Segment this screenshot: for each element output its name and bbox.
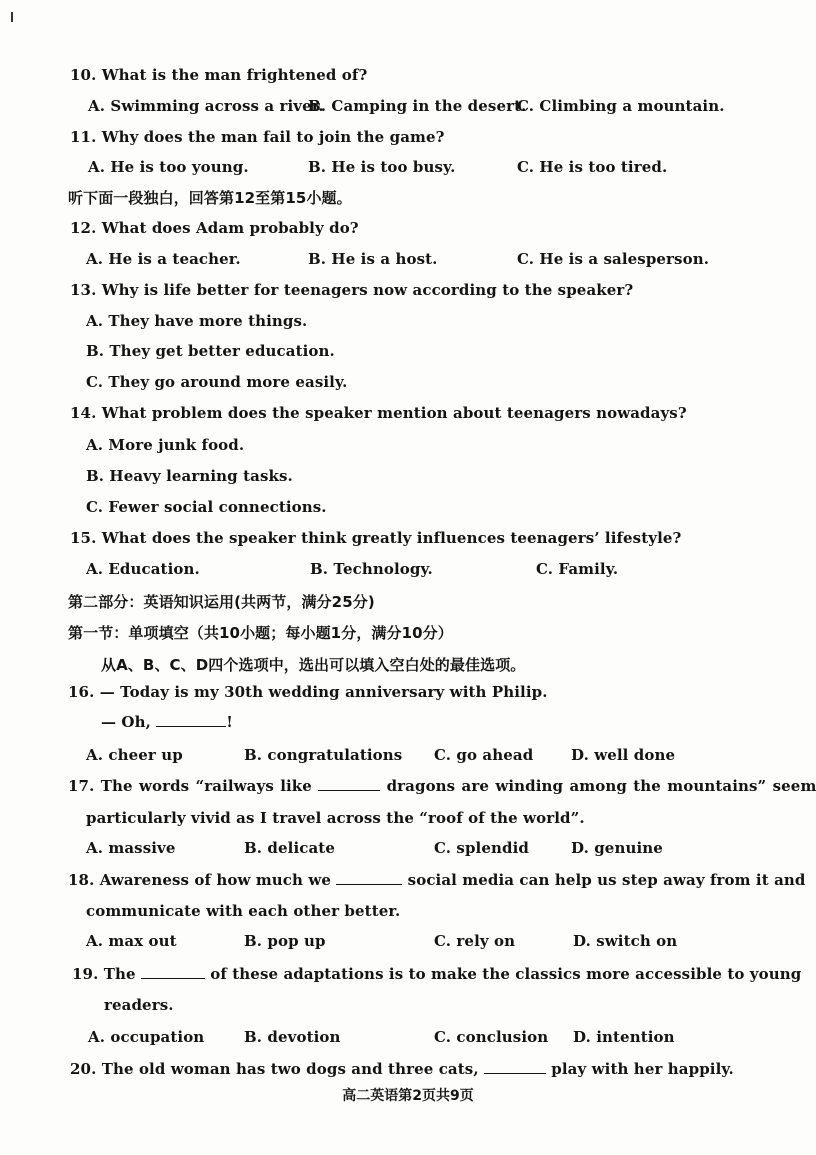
question-19-option-d: D. intention [573, 1028, 675, 1046]
question-18-stem-pre: 18. Awareness of how much we [68, 871, 332, 889]
answer-blank [336, 872, 402, 885]
question-12-stem: 12. What does Adam probably do? [70, 219, 359, 237]
question-10-option-c: C. Climbing a mountain. [517, 97, 725, 115]
question-19-option-c: C. conclusion [434, 1028, 549, 1046]
question-19-stem-post: of these adaptations is to make the classics more accessible to young [210, 965, 802, 983]
question-17-stem-line2: particularly vivid as I travel across the “roof of the world”. [86, 809, 585, 827]
question-14-option-c: C. Fewer social connections. [86, 498, 327, 516]
question-16-reply [101, 713, 233, 731]
question-12-option-a: A. He is a teacher. [86, 250, 241, 268]
answer-blank [484, 1061, 546, 1074]
question-17-option-d: D. genuine [571, 839, 663, 857]
question-18-stem-post: social media can help us step away from it and [407, 871, 806, 889]
question-12-option-b: B. He is a host. [308, 250, 438, 268]
question-20-stem-post: play with her happily. [551, 1060, 734, 1078]
page-footer: 高二英语第2页共9页 [342, 1088, 474, 1104]
question-16-reply-prefix: — Oh, [101, 713, 151, 731]
question-16-option-d: D. well done [571, 746, 676, 764]
question-16-option-b: B. congratulations [244, 746, 403, 764]
question-15-option-a: A. Education. [86, 560, 200, 578]
answer-blank [141, 966, 205, 979]
question-18-option-c: C. rely on [434, 932, 516, 950]
section-1-title: 第一节：单项填空（共10小题；每小题1分，满分10分） [68, 624, 453, 642]
question-18-stem-line2: communicate with each other better. [86, 902, 401, 920]
question-20-stem [70, 1060, 734, 1078]
section-1-instruction: 从A、B、C、D四个选项中，选出可以填入空白处的最佳选项。 [101, 656, 526, 674]
scan-mark [11, 12, 13, 22]
question-10-option-a: A. Swimming across a river. [88, 97, 324, 115]
question-13-option-c: C. They go around more easily. [86, 373, 348, 391]
question-18-option-a: A. max out [86, 932, 177, 950]
question-19-stem [72, 965, 801, 983]
question-10-option-b: B. Camping in the desert. [308, 97, 527, 115]
question-16-stem: 16. — Today is my 30th wedding anniversary with Philip. [68, 683, 548, 701]
question-10-stem: 10. What is the man frightened of? [70, 66, 368, 84]
question-16-option-c: C. go ahead [434, 746, 534, 764]
question-13-option-a: A. They have more things. [86, 312, 308, 330]
question-19-stem-line2: readers. [104, 996, 174, 1014]
question-17-stem-pre: 17. The words “railways like [68, 777, 312, 795]
question-14-option-b: B. Heavy learning tasks. [86, 467, 293, 485]
question-11-option-a: A. He is too young. [88, 158, 249, 176]
question-11-stem: 11. Why does the man fail to join the game? [70, 128, 445, 146]
monologue-instruction: 听下面一段独白，回答第12至第15小题。 [68, 189, 352, 207]
question-19-option-a: A. occupation [88, 1028, 205, 1046]
question-14-stem: 14. What problem does the speaker mention about teenagers nowadays? [70, 404, 687, 422]
question-16-option-a: A. cheer up [86, 746, 183, 764]
question-17-option-a: A. massive [86, 839, 176, 857]
question-18-stem [68, 871, 805, 889]
question-17-option-c: C. splendid [434, 839, 529, 857]
question-13-stem: 13. Why is life better for teenagers now according to the speaker? [70, 281, 634, 299]
answer-blank [156, 714, 226, 727]
question-20-stem-pre: 20. The old woman has two dogs and three cats, [70, 1060, 479, 1078]
question-11-option-c: C. He is too tired. [517, 158, 668, 176]
question-13-option-b: B. They get better education. [86, 342, 335, 360]
question-16-reply-suffix: ! [226, 713, 233, 731]
question-17-option-b: B. delicate [244, 839, 335, 857]
question-12-option-c: C. He is a salesperson. [517, 250, 710, 268]
question-15-option-b: B. Technology. [310, 560, 433, 578]
question-11-option-b: B. He is too busy. [308, 158, 456, 176]
question-18-option-d: D. switch on [573, 932, 678, 950]
question-19-stem-pre: 19. The [72, 965, 136, 983]
question-18-option-b: B. pop up [244, 932, 326, 950]
part-2-title: 第二部分：英语知识运用(共两节，满分25分) [68, 593, 375, 611]
question-15-stem: 15. What does the speaker think greatly influences teenagers’ lifestyle? [70, 529, 682, 547]
question-19-option-b: B. devotion [244, 1028, 341, 1046]
question-14-option-a: A. More junk food. [86, 436, 245, 454]
question-17-stem-post: dragons are winding among the mountains” seem [386, 777, 816, 795]
question-15-option-c: C. Family. [536, 560, 619, 578]
answer-blank [318, 778, 380, 791]
question-17-stem [68, 777, 816, 795]
